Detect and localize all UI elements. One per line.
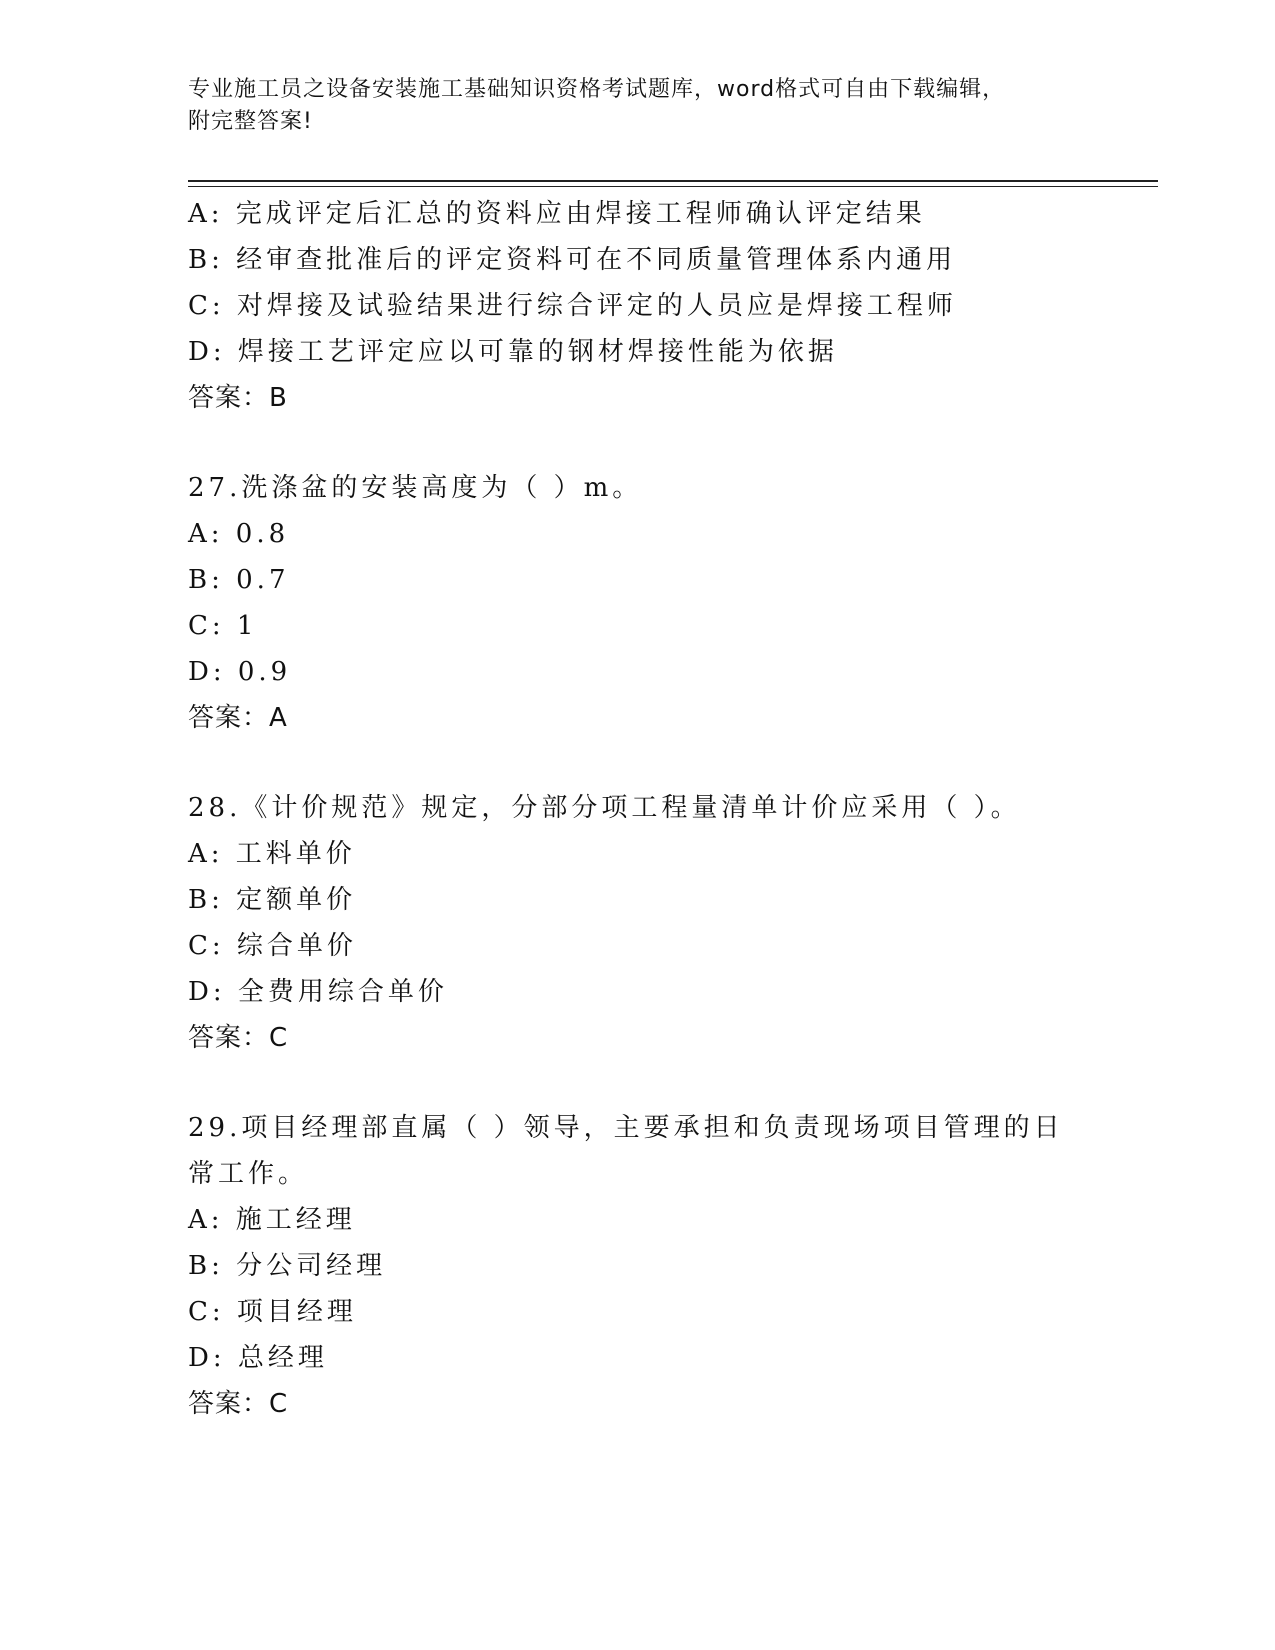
- option-b: B: 0.7: [188, 565, 290, 595]
- partial-question: [188, 191, 1188, 421]
- document-header: [188, 74, 1088, 138]
- option-c: C: 项目经理: [188, 1297, 357, 1327]
- question-spacer: [188, 741, 1188, 785]
- question-spacer: [188, 421, 1188, 465]
- option-a: A: 工料单价: [188, 839, 356, 869]
- option-c: C: 综合单价: [188, 931, 357, 961]
- answer-line: 答案：B: [188, 383, 288, 413]
- header-line-2: 附完整答案!: [188, 109, 313, 134]
- option-a: A: 施工经理: [188, 1205, 356, 1235]
- option-d: D: 焊接工艺评定应以可靠的钢材焊接性能为依据: [188, 337, 838, 367]
- question-stem: 28.《计价规范》规定，分部分项工程量清单计价应采用（ ）。: [188, 793, 1021, 823]
- header-line-1: 专业施工员之设备安装施工基础知识资格考试题库，word格式可自由下载编辑，: [188, 77, 1006, 102]
- header-divider: [188, 180, 1158, 187]
- option-b: B: 定额单价: [188, 885, 357, 915]
- option-c: C: 对焊接及试验结果进行综合评定的人员应是焊接工程师: [188, 291, 957, 321]
- question-27: [188, 465, 1188, 741]
- question-28: [188, 785, 1188, 1061]
- option-b: B: 经审查批准后的评定资料可在不同质量管理体系内通用: [188, 245, 957, 275]
- option-d: D: 全费用综合单价: [188, 977, 448, 1007]
- answer-line: 答案：A: [188, 703, 288, 733]
- answer-line: 答案：C: [188, 1389, 289, 1419]
- question-stem: 29.项目经理部直属（ ）领导，主要承担和负责现场项目管理的日常工作。: [188, 1113, 1064, 1189]
- option-a: A: 0.8: [188, 519, 290, 549]
- question-29: [188, 1105, 1188, 1427]
- option-c: C: 1: [188, 611, 258, 641]
- option-a: A: 完成评定后汇总的资料应由焊接工程师确认评定结果: [188, 199, 926, 229]
- answer-line: 答案：C: [188, 1023, 289, 1053]
- question-spacer: [188, 1061, 1188, 1105]
- question-list: [188, 191, 1188, 1427]
- option-d: D: 0.9: [188, 657, 292, 687]
- option-b: B: 分公司经理: [188, 1251, 387, 1281]
- question-stem: 27.洗涤盆的安装高度为（ ）m。: [188, 473, 643, 503]
- option-d: D: 总经理: [188, 1343, 328, 1373]
